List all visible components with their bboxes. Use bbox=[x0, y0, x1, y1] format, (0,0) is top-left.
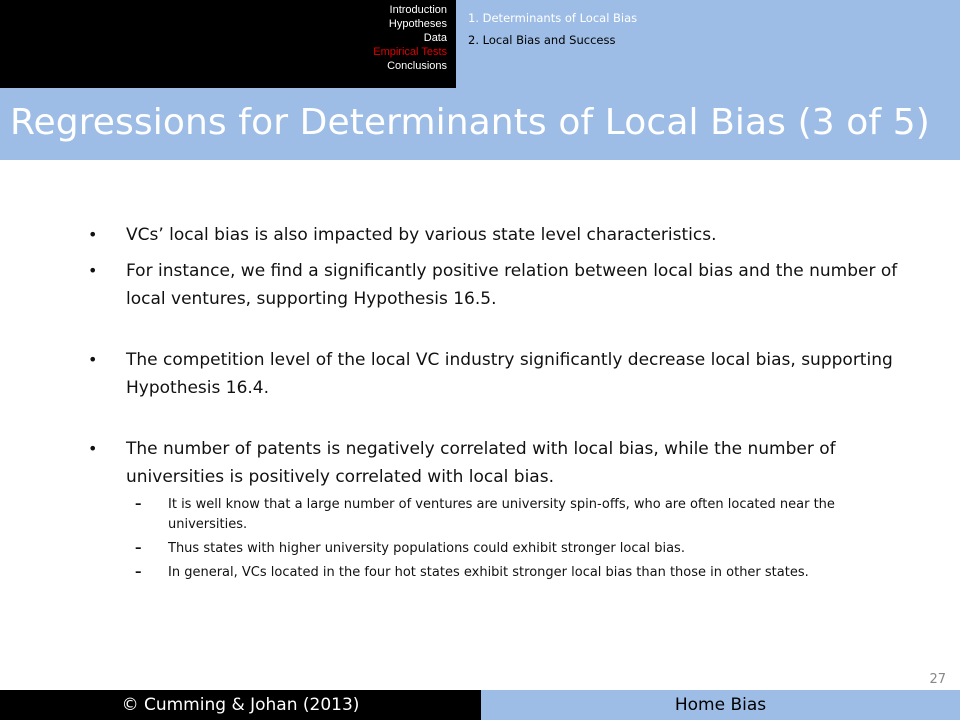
nav-item-data[interactable]: Data bbox=[423, 32, 447, 44]
title-bar bbox=[0, 88, 960, 160]
sub-bullet-text: Thus states with higher university populations could exhibit stronger local bias. bbox=[168, 541, 685, 556]
slide-content bbox=[88, 221, 908, 583]
sub-bullet-item bbox=[88, 563, 908, 583]
bullet-item bbox=[88, 221, 908, 249]
sub-bullet-text: It is well know that a large number of ventures are university spin-offs, who are often located near the universities. bbox=[168, 497, 835, 532]
dash-marker: – bbox=[135, 541, 142, 556]
footer-copyright: © Cumming & Johan (2013) bbox=[0, 690, 481, 720]
nav-item-conclusions[interactable]: Conclusions bbox=[387, 60, 447, 72]
nav-item-hypotheses[interactable]: Hypotheses bbox=[388, 18, 447, 30]
bullet-text: The number of patents is negatively correlated with local bias, while the number of universities is positively correlated with local bias. bbox=[126, 439, 836, 487]
sub-bullet-text: In general, VCs located in the four hot states exhibit stronger local bias than those in other states. bbox=[168, 565, 809, 580]
section-nav bbox=[0, 0, 456, 88]
bullet-marker: • bbox=[88, 350, 98, 369]
bullet-item bbox=[88, 435, 908, 491]
sub-bullet-item bbox=[88, 495, 908, 535]
bullet-text: For instance, we find a significantly positive relation between local bias and the number of local ventures, supporting Hypothesis 16.5. bbox=[126, 261, 898, 309]
page-number: 27 bbox=[929, 672, 946, 687]
bullet-item bbox=[88, 257, 908, 313]
bullet-marker: • bbox=[88, 439, 98, 458]
bullet-item bbox=[88, 346, 908, 402]
nav-item-empirical-tests[interactable]: Empirical Tests bbox=[373, 46, 447, 58]
dash-marker: – bbox=[135, 497, 142, 512]
dash-marker: – bbox=[135, 565, 142, 580]
section-list bbox=[373, 3, 447, 73]
sub-bullet-item bbox=[88, 539, 908, 559]
subsection-list bbox=[468, 7, 637, 51]
subnav-item-success[interactable]: 2. Local Bias and Success bbox=[468, 33, 616, 47]
slide-title: Regressions for Determinants of Local Bias (3 of 5) bbox=[10, 102, 930, 143]
nav-item-introduction[interactable]: Introduction bbox=[389, 4, 447, 16]
bullet-marker: • bbox=[88, 261, 98, 280]
bullet-marker: • bbox=[88, 225, 98, 244]
bullet-text: VCs’ local bias is also impacted by various state level characteristics. bbox=[126, 225, 717, 245]
bullet-text: The competition level of the local VC industry significantly decrease local bias, supporting Hypothesis 16.4. bbox=[126, 350, 893, 398]
subsection-nav bbox=[456, 0, 960, 88]
footer-topic: Home Bias bbox=[481, 690, 960, 720]
subnav-item-determinants[interactable]: 1. Determinants of Local Bias bbox=[468, 11, 638, 25]
